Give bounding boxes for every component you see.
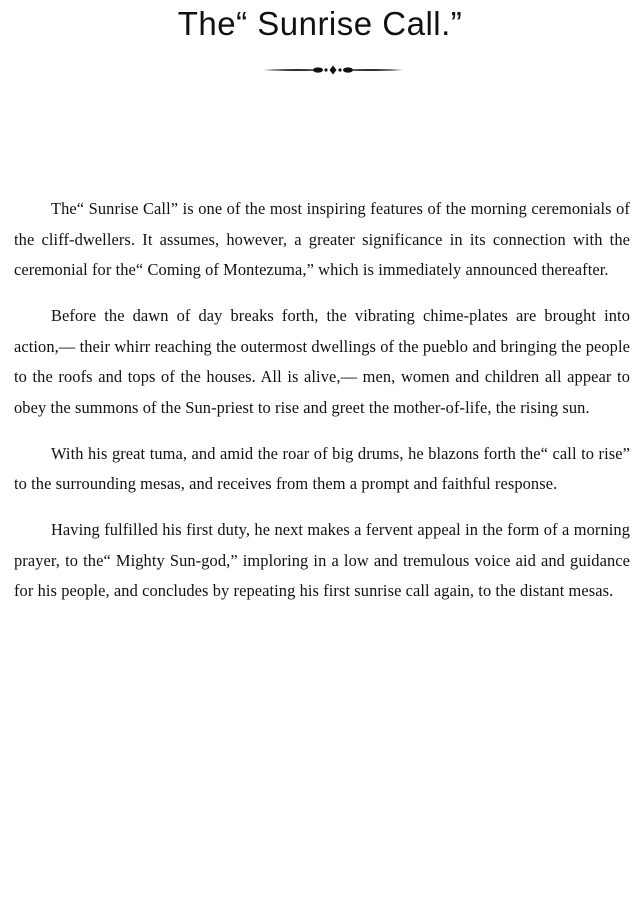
page-title: The“ Sunrise Call.”	[177, 5, 463, 42]
paragraph-4: Having fulfilled his first duty, he next makes a fervent appeal in the form of a morning prayer, to the“ Mighty Sun-god,” imploring in a low and tremulous voice aid and guidance for his people, and concludes by repeating his first sunrise call again, to the distant mesas.	[14, 520, 630, 600]
paragraph-3: With his great tuma, and amid the roar of big drums, he blazons forth the“ call to rise” to the surrounding mesas, and receives from them a prompt and faithful response.	[14, 443, 630, 493]
paragraph-2: Before the dawn of day breaks forth, the vibrating chime-plates are brought into action,— their whirr reaching the outermost dwellings of the pueblo and bringing the people to the roofs and tops of the houses. All is alive,— men, women and children all appear to obey the summons of the Sun-priest to rise and greet the mother-of-life, the rising sun.	[14, 306, 630, 417]
flourish-divider-icon	[262, 63, 404, 77]
paragraph-1: The“ Sunrise Call” is one of the most inspiring features of the morning ceremonials of the cliff-dwellers. It assumes, however, a greater significance in its connection with the ceremonial for the“ Coming of Montezuma,” which is immediately announced thereafter.	[14, 199, 630, 279]
body-text	[14, 194, 630, 607]
